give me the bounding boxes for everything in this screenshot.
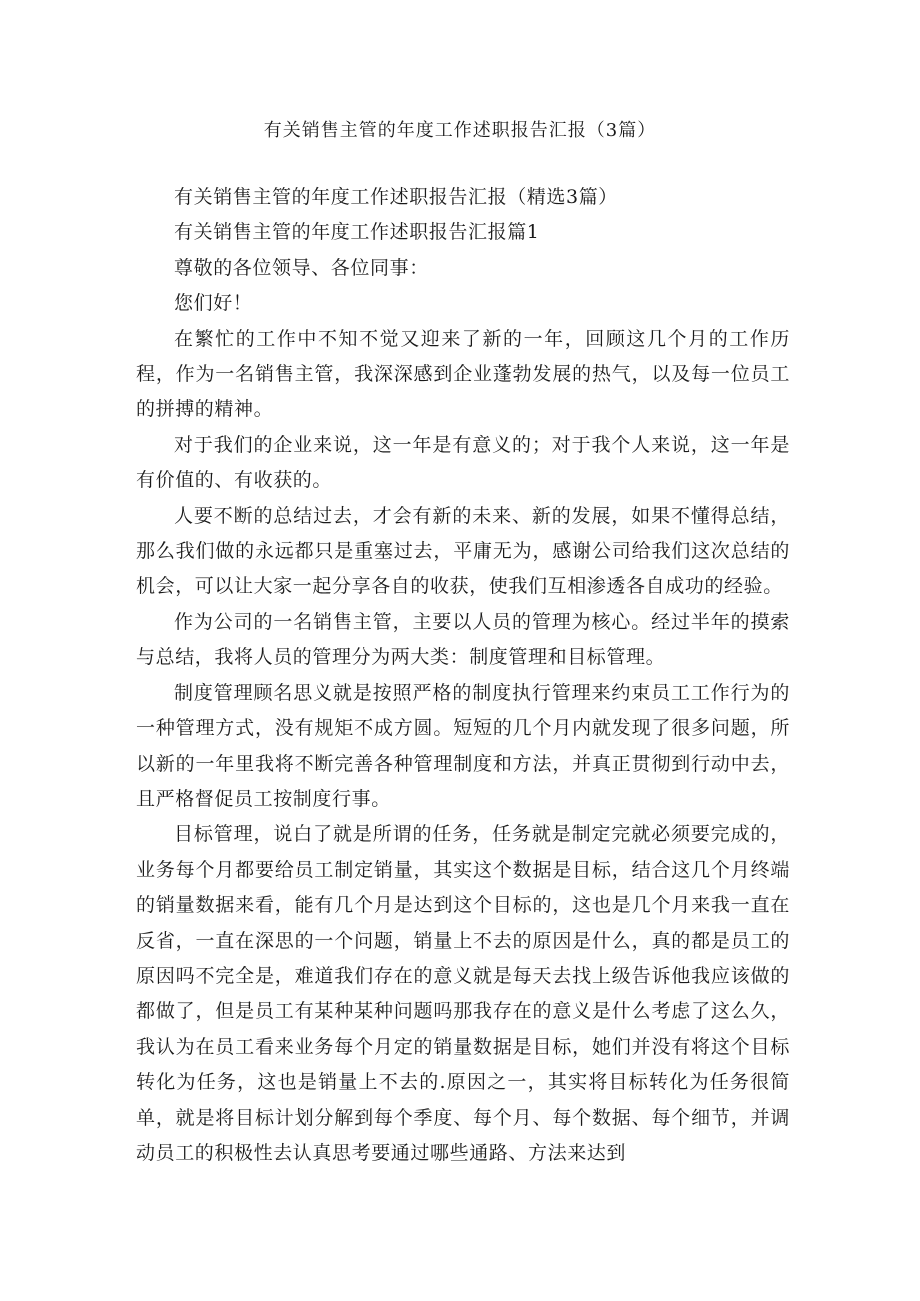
body-paragraph: 对于我们的企业来说，这一年是有意义的；对于我个人来说，这一年是有价值的、有收获的。 [136, 433, 790, 492]
section-heading: 有关销售主管的年度工作述职报告汇报篇1 [174, 221, 540, 244]
body-paragraph: 作为公司的一名销售主管，主要以人员的管理为核心。经过半年的摸索与总结，我将人员的管理分为两大类：制度管理和目标管理。 [136, 610, 790, 669]
body-paragraph: 在繁忙的工作中不知不觉又迎来了新的一年，回顾这几个月的工作历程，作为一名销售主管，我深深感到企业蓬勃发展的热气，以及每一位员工的拼搏的精神。 [136, 327, 790, 421]
body-paragraph: 目标管理，说白了就是所谓的任务，任务就是制定完就必须要完成的，业务每个月都要给员工制定销量，其实这个数据是目标，结合这几个月终端的销量数据来看，能有几个月是达到这个目标的，这也是几个月来我一直在反省，一直在深思的一个问题，销量上不去的原因是什么，真的都是员工的原因吗不完全是，难道我们存在的意义就是每天去找上级告诉他我应该做的都做了，但是员工有某种某种问题吗那我存在的意义是什么考虑了这么久，我认为在员工看来业务每个月定的销量数据是目标，她们并没有将这个目标转化为任务，这也是销量上不去的.原因之一，其实将目标转化为任务很简单，就是将目标计划分解到每个季度、每个月、每个数据、每个细节，并调动员工的积极性去认真思考要通过哪些通路、方法来达到 [136, 823, 790, 1164]
subtitle-paragraph: 有关销售主管的年度工作述职报告汇报（精选3篇） [174, 186, 618, 208]
greeting: 您们好！ [174, 292, 253, 315]
document-body [136, 180, 790, 1171]
body-paragraph: 制度管理顾名思义就是按照严格的制度执行管理来约束员工工作行为的一种管理方式，没有规矩不成方圆。短短的几个月内就发现了很多问题，所以新的一年里我将不断完善各种管理制度和方法，并真正贯彻到行动中去，且严格督促员工按制度行事。 [136, 681, 790, 810]
salutation: 尊敬的各位领导、各位同事： [174, 256, 429, 279]
body-paragraph: 人要不断的总结过去，才会有新的未来、新的发展，如果不懂得总结，那么我们做的永远都只是重塞过去，平庸无为，感谢公司给我们这次总结的机会，可以让大家一起分享各自的收获，使我们互相渗透各自成功的经验。 [136, 504, 790, 598]
document-title: 有关销售主管的年度工作述职报告汇报（3篇） [263, 120, 657, 141]
